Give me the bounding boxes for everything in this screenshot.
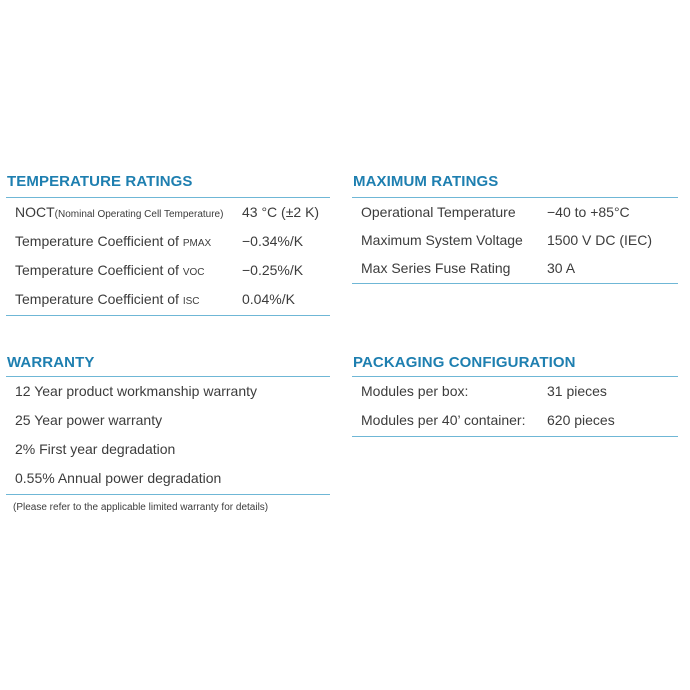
table-row — [352, 406, 678, 435]
divider — [352, 283, 678, 284]
warranty-footnote: (Please refer to the applicable limited warranty for details) — [13, 502, 269, 513]
row-label: NOCT(Nominal Operating Cell Temperature) — [15, 204, 224, 220]
row-label: Modules per box: — [361, 383, 469, 399]
table-row — [6, 285, 330, 314]
table-row — [352, 226, 678, 254]
row-label: Operational Temperature — [361, 204, 516, 220]
section-title: MAXIMUM RATINGS — [353, 173, 499, 190]
row-value: 31 pieces — [547, 383, 607, 399]
divider — [6, 494, 330, 495]
list-item — [6, 464, 330, 493]
row-value: −0.34%/K — [242, 233, 304, 249]
row-label: 12 Year product workmanship warranty — [15, 383, 258, 399]
table-row — [6, 198, 330, 227]
row-value: 620 pieces — [547, 412, 615, 428]
row-label: 25 Year power warranty — [15, 412, 163, 428]
row-value: 43 °C (±2 K) — [242, 204, 320, 220]
row-label: Temperature Coefficient of VOC — [15, 262, 205, 278]
list-item — [6, 435, 330, 464]
row-value: 0.04%/K — [242, 291, 295, 307]
row-value: 30 A — [547, 260, 576, 276]
row-label: Modules per 40’ container: — [361, 412, 526, 428]
list-item — [6, 406, 330, 435]
section-title: PACKAGING CONFIGURATION — [353, 354, 576, 371]
list-item — [6, 377, 330, 406]
warranty-section — [6, 353, 330, 495]
row-label: Maximum System Voltage — [361, 232, 523, 248]
row-label: Temperature Coefficient of PMAX — [15, 233, 212, 249]
table-row — [6, 256, 330, 285]
row-label: Temperature Coefficient of ISC — [15, 291, 200, 307]
row-value: 1500 V DC (IEC) — [547, 232, 653, 248]
table-row — [352, 198, 678, 226]
section-title: TEMPERATURE RATINGS — [7, 173, 193, 190]
table-row — [352, 377, 678, 406]
divider — [352, 436, 678, 437]
row-label: 0.55% Annual power degradation — [15, 470, 222, 486]
row-label: Max Series Fuse Rating — [361, 260, 511, 276]
temperature-ratings-section — [6, 172, 330, 316]
table-row — [352, 254, 678, 282]
packaging-configuration-section — [352, 353, 678, 437]
row-value: −0.25%/K — [242, 262, 304, 278]
row-value: −40 to +85°C — [547, 204, 630, 220]
maximum-ratings-section — [352, 172, 678, 284]
table-row — [6, 227, 330, 256]
section-title: WARRANTY — [7, 354, 95, 371]
row-label: 2% First year degradation — [15, 441, 176, 457]
